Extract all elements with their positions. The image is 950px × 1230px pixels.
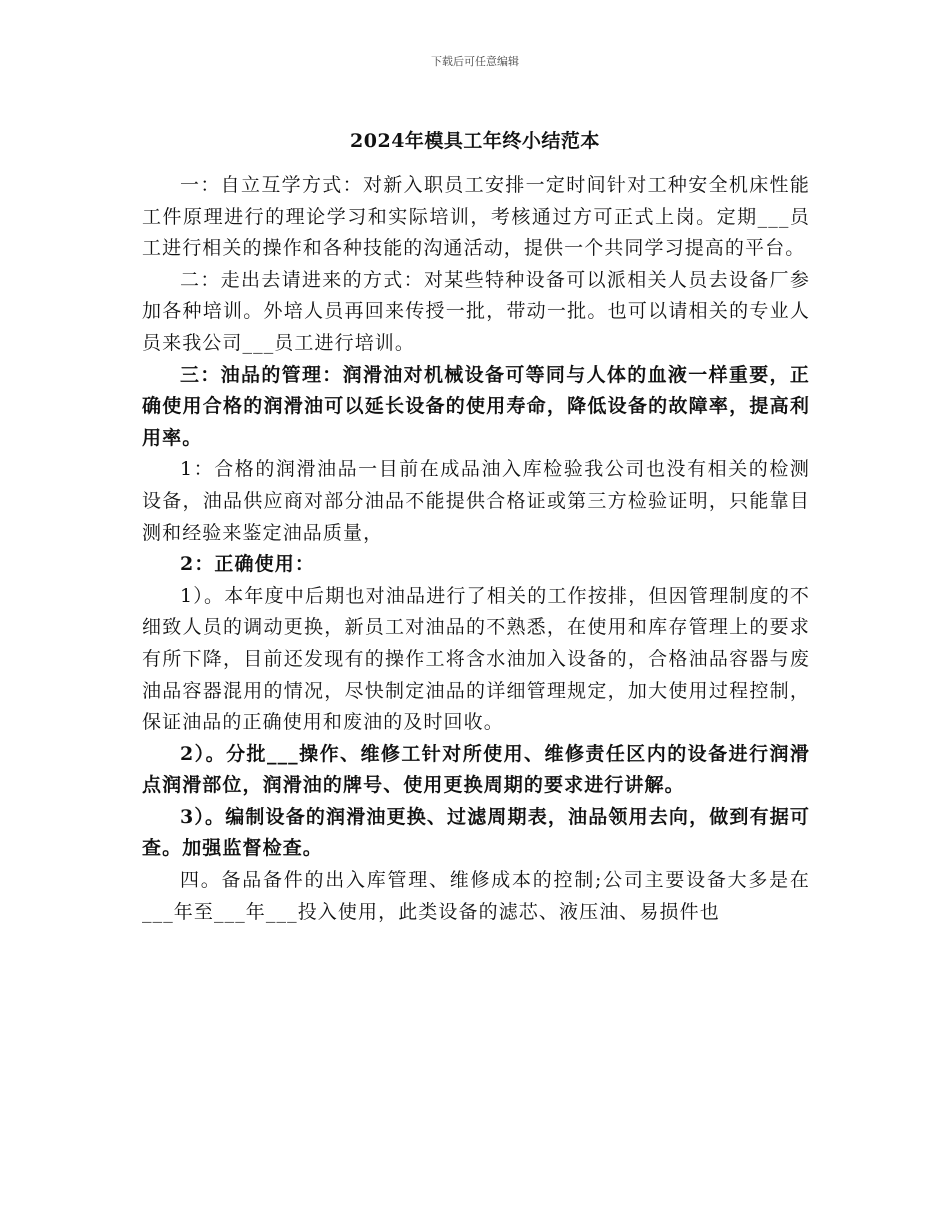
- paragraph-4: 1：合格的润滑油品一目前在成品油入库检验我公司也没有相关的检测设备，油品供应商对部分油品不能提供合格证或第三方检验证明，只能靠目测和经验来鉴定油品质量，: [142, 458, 810, 544]
- paragraph-6: 1）。本年度中后期也对油品进行了相关的工作按排，但因管理制度的不细致人员的调动更换，新员工对油品的不熟悉，在使用和库存管理上的要求有所下降，目前还发现有的操作工将含水油加入设备的，合格油品容器与废油品容器混用的情况，尽快制定油品的详细管理规定，加大使用过程控制，保证油品的正确使用和废油的及时回收。: [142, 584, 810, 734]
- paragraph-7: 2）。分批___操作、维修工针对所使用、维修责任区内的设备进行润滑点润滑部位，润滑油的牌号、使用更换周期的要求进行讲解。: [142, 742, 810, 797]
- paragraph-8: 3）。编制设备的润滑油更换、过滤周期表，油品领用去向，做到有据可查。加强监督检查。: [142, 805, 810, 860]
- document-title: 2024年模具工年终小结范本: [350, 130, 600, 152]
- page-header-note: 下载后可任意编辑: [431, 55, 519, 68]
- paragraph-3: 三：油品的管理：润滑油对机械设备可等同与人体的血液一样重要，正确使用合格的润滑油可以延长设备的使用寿命，降低设备的故障率，提高利用率。: [142, 363, 810, 449]
- paragraph-2: 二：走出去请进来的方式：对某些特种设备可以派相关人员去设备厂参加各种培训。外培人员再回来传授一批，带动一批。也可以请相关的专业人员来我公司___员工进行培训。: [142, 268, 810, 354]
- document-body: [142, 170, 810, 928]
- paragraph-9: 四。备品备件的出入库管理、维修成本的控制;公司主要设备大多是在___年至___年___投入使用，此类设备的滤芯、液压油、易损件也: [142, 869, 810, 923]
- paragraph-5: 2：正确使用：: [180, 553, 315, 576]
- paragraph-1: 一：自立互学方式：对新入职员工安排一定时间针对工种安全机床性能工件原理进行的理论学习和实际培训，考核通过方可正式上岗。定期___员工进行相关的操作和各种技能的沟通活动，提供一个共同学习提高的平台。: [142, 174, 810, 260]
